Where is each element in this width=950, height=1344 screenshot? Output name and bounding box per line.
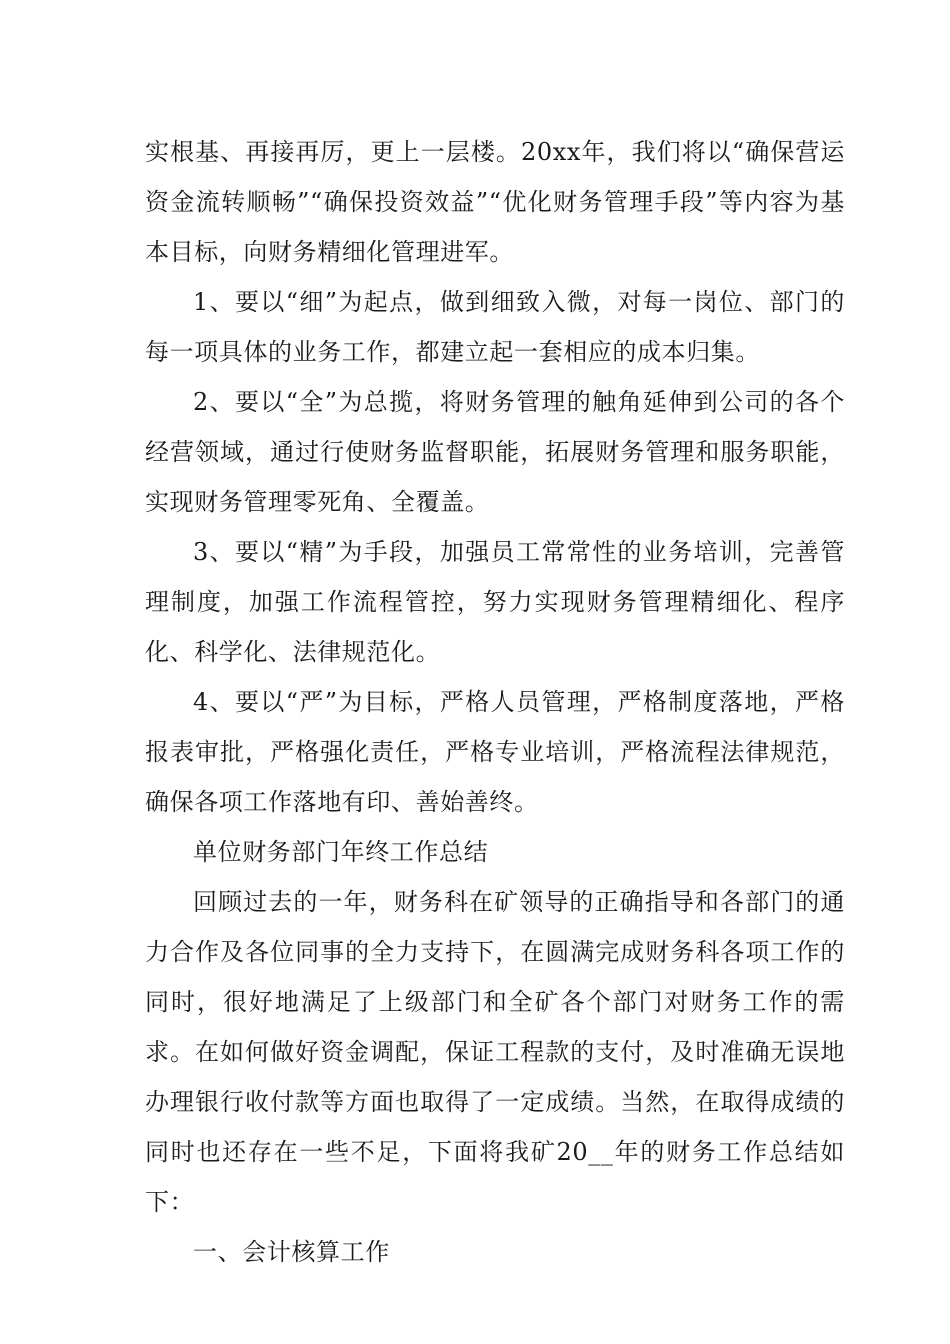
paragraph-item-4: 4、要以“严”为目标，严格人员管理，严格制度落地，严格报表审批，严格强化责任，严格专业培训，严格流程法律规范，确保各项工作落地有印、善始善终。 — [145, 688, 845, 816]
paragraph-item-2: 2、要以“全”为总揽，将财务管理的触角延伸到公司的各个经营领域，通过行使财务监督职能，拓展财务管理和服务职能，实现财务管理零死角、全覆盖。 — [145, 388, 845, 516]
section-heading-accounting: 一、会计核算工作 — [193, 1238, 390, 1266]
paragraph-item-3: 3、要以“精”为手段，加强员工常常性的业务培训，完善管理制度，加强工作流程管控，努力实现财务管理精细化、程序化、科学化、法律规范化。 — [145, 538, 845, 666]
paragraph-review: 回顾过去的一年，财务科在矿领导的正确指导和各部门的通力合作及各位同事的全力支持下，在圆满完成财务科各项工作的同时，很好地满足了上级部门和全矿各个部门对财务工作的需求。在如何做好资金调配，保证工程款的支付，及时准确无误地办理银行收付款等方面也取得了一定成绩。当然，在取得成绩的同时也还存在一些不足，下面将我矿20__年的财务工作总结如下： — [145, 888, 845, 1216]
paragraph-continuation: 实根基、再接再厉，更上一层楼。20xx年，我们将以“确保营运资金流转顺畅”“确保投资效益”“优化财务管理手段”等内容为基本目标，向财务精细化管理进军。 — [145, 138, 845, 266]
document-body — [145, 127, 845, 1277]
paragraph-item-1: 1、要以“细”为起点，做到细致入微，对每一岗位、部门的每一项具体的业务工作，都建立起一套相应的成本归集。 — [145, 288, 845, 366]
section-title: 单位财务部门年终工作总结 — [193, 838, 489, 866]
